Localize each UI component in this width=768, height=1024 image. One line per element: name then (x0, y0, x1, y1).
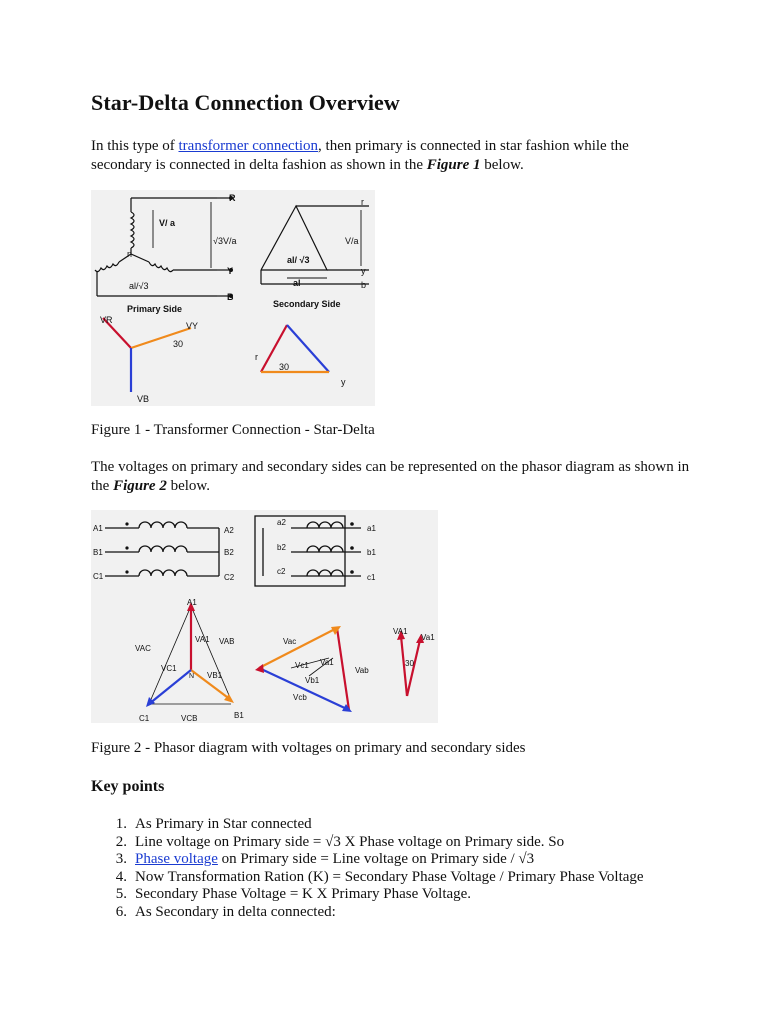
secondary-phasor-triangle (261, 325, 329, 372)
primary-phasor-star (103, 318, 191, 392)
figure-2 (91, 510, 438, 723)
label-C2: C2 (224, 573, 235, 582)
label-A1: A1 (93, 524, 103, 533)
label-VB1: VB1 (207, 671, 223, 680)
label-VB: VB (137, 394, 150, 404)
label-Vac: Vac (283, 637, 297, 646)
label-B1-phasor: B1 (234, 711, 244, 720)
label-VAC: VAC (135, 644, 151, 653)
label-b1: b1 (367, 548, 376, 557)
label-al-sqrt3-secondary: al/ √3 (287, 255, 310, 265)
secondary-windings (255, 516, 361, 586)
figure-1-caption: Figure 1 - Transformer Connection - Star-Delta (91, 422, 375, 438)
label-VY: VY (186, 321, 199, 331)
label-N: N (189, 673, 195, 680)
label-Y: Y (227, 266, 234, 276)
label-c2: c2 (277, 567, 286, 576)
label-r: r (361, 197, 364, 207)
list-item: 3. Phase voltage on Primary side = Line voltage on Primary side / √3 (115, 851, 535, 868)
label-c1: c1 (367, 573, 376, 582)
label-Va1-angle: Va1 (421, 633, 435, 642)
label-VR: VR (100, 315, 113, 325)
label-30-primary: 30 (173, 339, 184, 349)
label-Vc1: Vc1 (295, 661, 309, 670)
label-r-phasor: r (255, 352, 258, 362)
label-v-a-secondary: V/a (345, 236, 359, 246)
label-b: b (361, 280, 367, 290)
list-item: 6. As Secondary in delta connected: (115, 903, 336, 920)
list-item: 1. As Primary in Star connected (115, 816, 312, 832)
label-sqrt3v-a: √3V/a (213, 236, 237, 246)
phase-voltage-link[interactable]: Phase voltage (135, 851, 218, 868)
figure-1-ref: Figure 1 (426, 156, 481, 173)
key-points-list (91, 816, 644, 922)
label-Vab: Vab (355, 666, 369, 675)
label-al-sqrt3: al/√3 (129, 281, 149, 291)
label-Vcb: Vcb (293, 693, 307, 702)
phasor-text: The voltages on primary and secondary sides can be represented on the phasor diagram as shown in the (91, 459, 690, 494)
intro-end: below. (480, 156, 524, 173)
label-C1-phasor: C1 (139, 714, 150, 723)
label-A2: A2 (224, 526, 234, 535)
label-30-angle: 30 (405, 659, 414, 668)
figure-2-ref: Figure 2 (113, 477, 167, 494)
label-VA1-angle: VA1 (393, 627, 408, 636)
label-a2: a2 (277, 518, 286, 527)
phasor-paragraph (91, 458, 691, 495)
label-VAB: VAB (219, 637, 235, 646)
label-b2: b2 (277, 543, 286, 552)
label-secondary-side: Secondary Side (273, 299, 341, 309)
key-points-heading: Key points (91, 778, 165, 795)
phasor-end: below. (166, 477, 211, 494)
label-al: al (293, 278, 301, 288)
label-VA1: VA1 (195, 635, 210, 644)
label-primary-side: Primary Side (127, 304, 183, 314)
label-R: R (229, 193, 236, 203)
page-title: Star-Delta Connection Overview (91, 90, 400, 115)
intro-paragraph (91, 137, 691, 174)
label-B2: B2 (224, 548, 234, 557)
label-B: B (227, 292, 234, 302)
label-C1: C1 (93, 572, 104, 581)
label-30-secondary: 30 (279, 362, 290, 372)
figure-2-caption: Figure 2 - Phasor diagram with voltages on primary and secondary sides (91, 740, 526, 756)
list-item: 4. Now Transformation Ration (K) = Secondary Phase Voltage / Primary Phase Voltage (115, 868, 644, 885)
label-Va1: Va1 (320, 658, 334, 667)
label-VC1: VC1 (161, 664, 177, 673)
primary-phasor-diagram (149, 606, 231, 704)
label-B1: B1 (93, 548, 103, 557)
label-A1-phasor: A1 (187, 598, 197, 607)
label-a1: a1 (367, 524, 376, 533)
intro-text-2: , then primary is connected in star fashion while the secondary is connected in delta fashion as shown in the (91, 138, 629, 173)
label-Vb1: Vb1 (305, 676, 320, 685)
figure-1 (91, 190, 375, 406)
label-y-phasor: y (341, 377, 346, 387)
list-item: 2. Line voltage on Primary side = √3 X Phase voltage on Primary side. So (115, 833, 565, 850)
primary-windings (105, 522, 219, 576)
intro-text: In this type of (91, 138, 179, 154)
label-n: n (127, 249, 133, 259)
label-y: y (361, 266, 366, 276)
primary-star-winding (95, 198, 234, 296)
list-item: 5. Secondary Phase Voltage = K X Primary Phase Voltage. (115, 886, 472, 903)
label-VCB: VCB (181, 714, 198, 723)
label-v-a: V/ a (159, 218, 176, 228)
transformer-connection-link[interactable]: transformer connection (178, 138, 319, 154)
